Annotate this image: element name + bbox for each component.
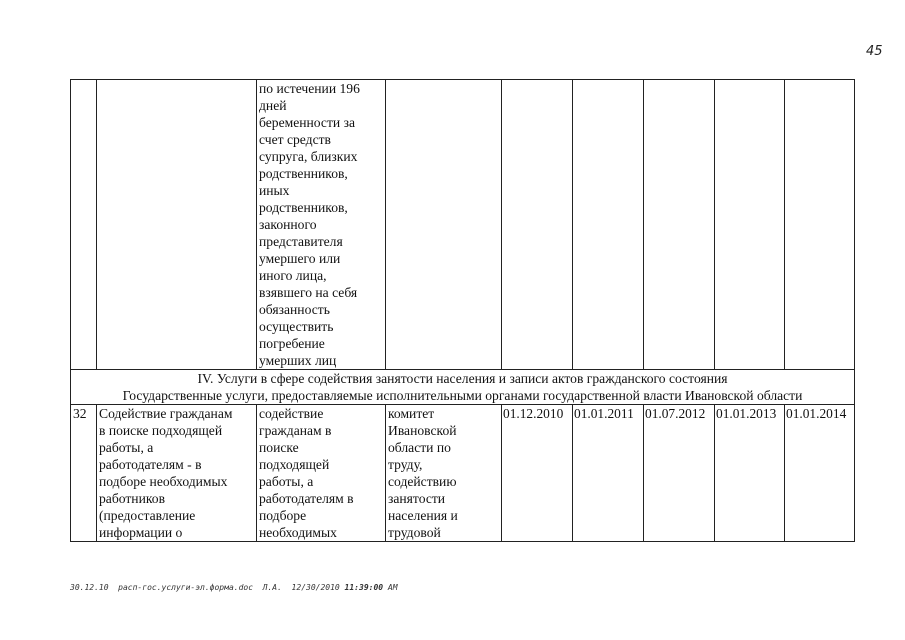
service-line: гражданам в — [259, 423, 332, 438]
cell-date: 01.01.2014 — [785, 405, 855, 542]
service-line: счет средств — [259, 132, 331, 147]
service-line: умершего или — [259, 251, 341, 266]
table-row — [71, 405, 855, 542]
service-line: беременности за — [259, 115, 355, 130]
footer-year: 2010 — [320, 583, 340, 592]
document-footer — [70, 583, 398, 592]
service-line: по истечении 196 — [259, 81, 360, 96]
service-line: обязанность — [259, 302, 330, 317]
cell-authority — [386, 80, 502, 370]
name-line: работодателям - в — [99, 457, 202, 472]
services-table — [70, 79, 855, 542]
cell-date — [644, 80, 715, 370]
cell-date: 01.07.2012 — [644, 405, 715, 542]
row-number: 32 — [73, 406, 87, 421]
section-header — [71, 370, 855, 405]
cell-date — [573, 80, 644, 370]
service-line: умерших лиц — [259, 353, 337, 368]
table-row — [71, 80, 855, 370]
cell-service — [257, 405, 386, 542]
cell-number — [71, 80, 97, 370]
service-line: иных — [259, 183, 290, 198]
service-line: иного лица, — [259, 268, 327, 283]
name-line: работы, а — [99, 440, 154, 455]
cell-date: 01.01.2013 — [715, 405, 785, 542]
service-line: погребение — [259, 336, 325, 351]
cell-name — [97, 405, 257, 542]
section-title: IV. Услуги в сфере содействия занятости населения и записи актов гражданского состояния — [197, 371, 728, 386]
name-line: работников — [99, 491, 165, 506]
authority-line: трудовой — [388, 525, 441, 540]
service-line: родственников, — [259, 200, 348, 215]
service-line: работодателям в — [259, 491, 354, 506]
authority-line: Ивановской — [388, 423, 457, 438]
name-line: в поиске подходящей — [99, 423, 223, 438]
cell-date — [502, 80, 573, 370]
authority-line: области по — [388, 440, 451, 455]
cell-name — [97, 80, 257, 370]
cell-date — [715, 80, 785, 370]
authority-line: содействию — [388, 474, 457, 489]
service-line: осуществить — [259, 319, 334, 334]
footer-suffix: AM — [387, 583, 398, 592]
service-line: поиске — [259, 440, 299, 455]
name-line: (предоставление — [99, 508, 196, 523]
authority-line: труду, — [388, 457, 423, 472]
service-line: родственников, — [259, 166, 348, 181]
service-line: подборе — [259, 508, 307, 523]
page-number: 45 — [866, 44, 883, 59]
authority-line: комитет — [388, 406, 435, 421]
footer-time: 11:39:00 — [344, 583, 384, 592]
authority-line: занятости — [388, 491, 446, 506]
service-line: представителя — [259, 234, 343, 249]
name-line: подборе необходимых — [99, 474, 228, 489]
service-line: необходимых — [259, 525, 337, 540]
cell-date — [785, 80, 855, 370]
authority-line: населения и — [388, 508, 458, 523]
service-line: содействие — [259, 406, 324, 421]
name-line: Содействие гражданам — [99, 406, 233, 421]
service-line: супруга, близких — [259, 149, 358, 164]
name-line: информации о — [99, 525, 183, 540]
service-line: дней — [259, 98, 287, 113]
section-subtitle: Государственные услуги, предоставляемые исполнительными органами государственной власти Ивановской области — [122, 388, 803, 403]
service-line: законного — [259, 217, 317, 232]
cell-date: 01.12.2010 — [502, 405, 573, 542]
service-line: подходящей — [259, 457, 330, 472]
service-line: работы, а — [259, 474, 314, 489]
cell-date: 01.01.2011 — [573, 405, 644, 542]
cell-number — [71, 405, 97, 542]
cell-authority — [386, 405, 502, 542]
cell-service — [257, 80, 386, 370]
service-line: взявшего на себя — [259, 285, 358, 300]
section-header-row — [71, 370, 855, 405]
footer-left: 30.12.10 расп-гос.услуги-эл.форма.doc Л.А. 12/30/ — [70, 583, 321, 592]
